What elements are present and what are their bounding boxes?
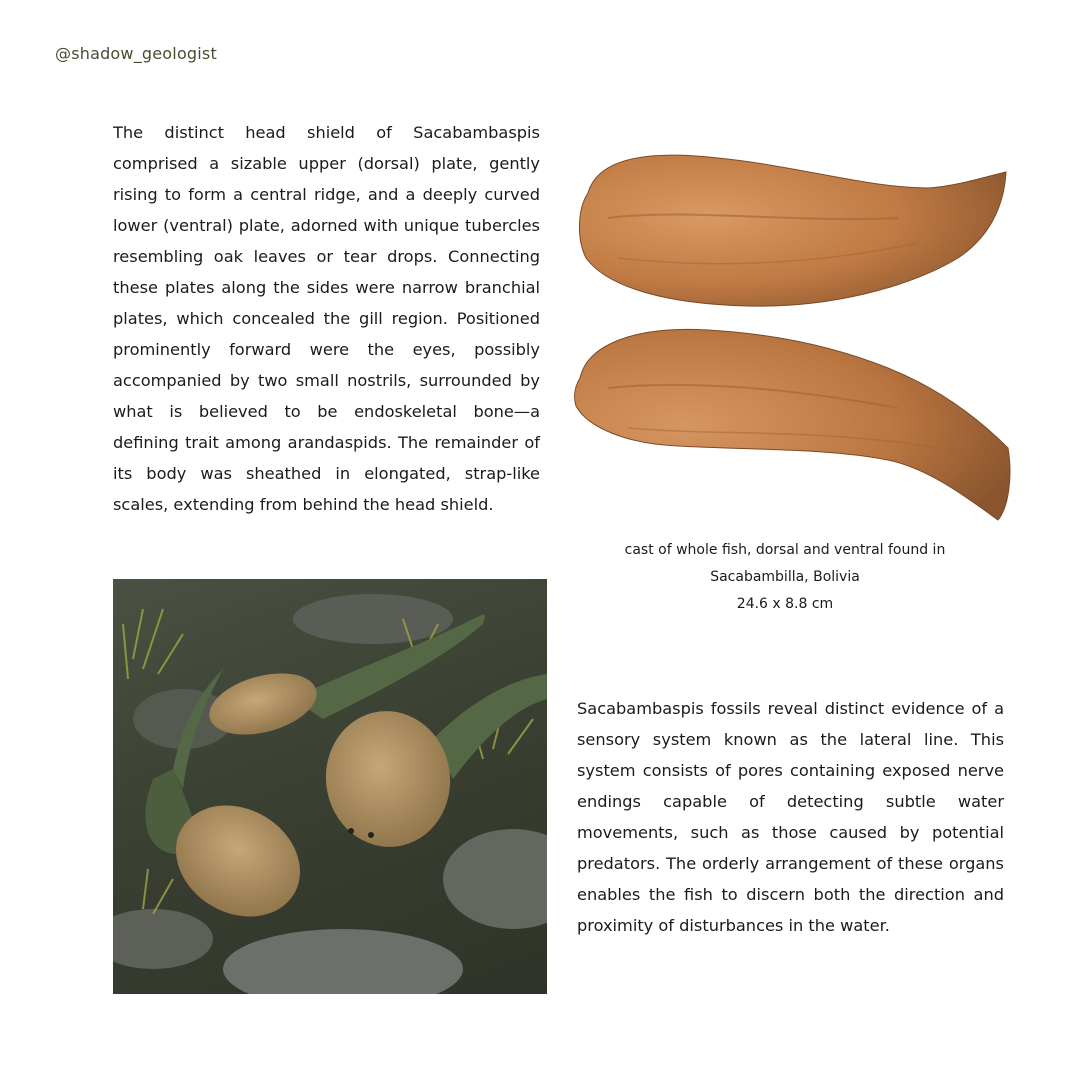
- fossil-dorsal-view: [579, 155, 1006, 306]
- fossil-ventral-view: [575, 329, 1010, 520]
- lateral-line-description: Sacabambaspis fossils reveal distinct evidence of a sensory system known as the lateral line. This system consists of pores containing exposed nerve endings capable of detecting subtle water movements, such as those caused by potential predators. The orderly arrangement of these organs enables the fish to discern both the direction and proximity of disturbances in the water.: [577, 699, 1004, 935]
- account-handle: @shadow_geologist: [55, 44, 217, 63]
- fossil-cast-image: [568, 148, 1014, 526]
- head-shield-description: The distinct head shield of Sacabambaspis comprised a sizable upper (dorsal) plate, gently rising to form a central ridge, and a deeply curved lower (ventral) plate, adorned with unique tubercles resembling oak leaves or tear drops. Connecting these plates along the sides were narrow branchial plates, which concealed the gill region. Positioned prominently forward were the eyes, possibly accompanied by two small nostrils, surrounded by what is believed to be endoskeletal bone—a defining trait among arandaspids. The remainder of its body was sheathed in elongated, strap-like scales, extending from behind the head shield.: [113, 123, 540, 514]
- caption-line-1: cast of whole fish, dorsal and ventral found in: [624, 542, 946, 558]
- reconstruction-scene: [113, 579, 547, 994]
- caption-line-2: Sacabambilla, Bolivia: [710, 569, 860, 585]
- caption-line-3: 24.6 x 8.8 cm: [736, 596, 834, 612]
- fossil-caption: [600, 537, 970, 618]
- reconstruction-illustration: [113, 579, 547, 994]
